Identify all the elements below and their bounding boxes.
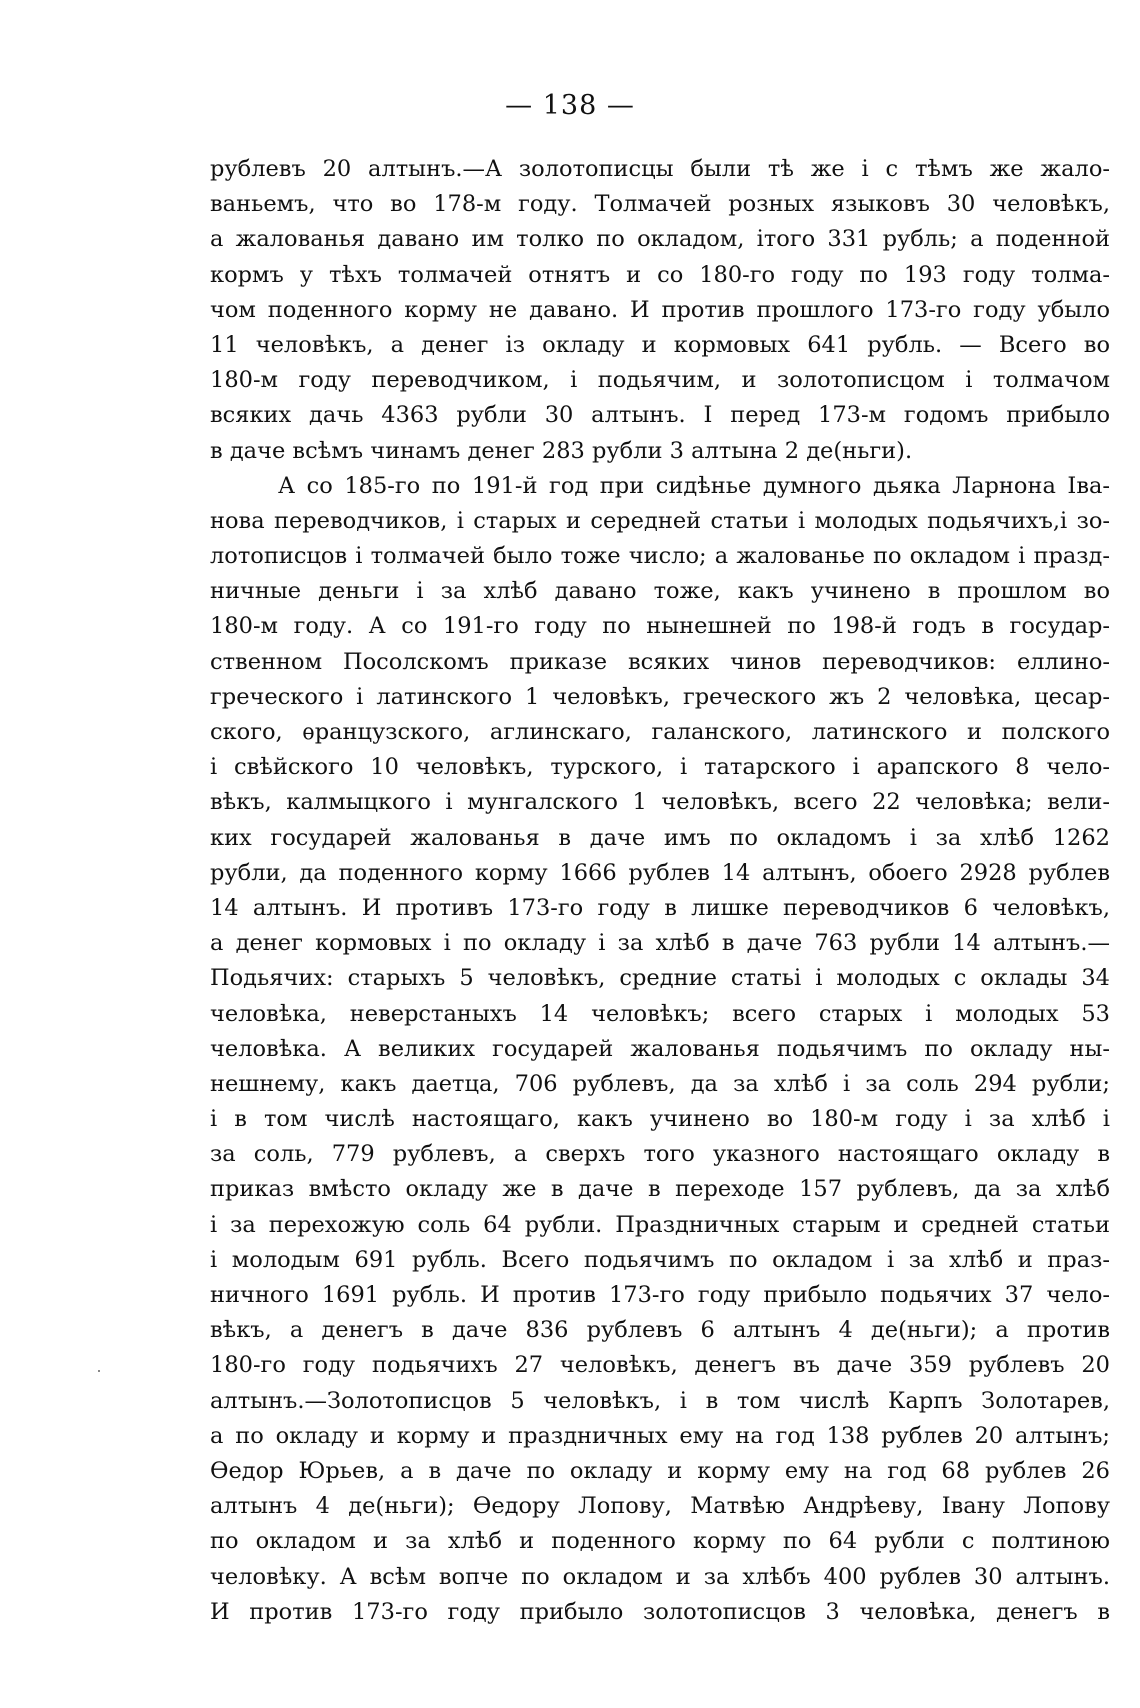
text-line: Ѳедор Юрьев, а в даче по окладу и корму ему на год 68 рублев 26 (210, 1457, 1110, 1484)
text-line: приказ вмѣсто окладу же в даче в переходе 157 рублевъ, да за хлѣб (210, 1176, 1110, 1203)
text-line: а жалованья давано им толко по окладом, ітого 331 рубль; а поденной (210, 226, 1110, 253)
text-line: 11 человѣкъ, а денег із окладу и кормовых 641 рубль. — Всего во (210, 331, 1110, 358)
text-line: кормъ у тѣхъ толмачей отнятъ и со 180-го году по 193 году толма- (210, 261, 1110, 288)
text-line: а денег кормовых і по окладу і за хлѣб в даче 763 рубли 14 алтынъ.— (210, 930, 1110, 957)
text-line: чом поденного корму не давано. И против прошлого 173-го году убыло (210, 296, 1110, 323)
text-line: а по окладу и корму и праздничных ему на год 138 рублев 20 алтынъ; (210, 1422, 1110, 1449)
text-line: Подьячих: старыхъ 5 человѣкъ, средние статьі і молодых с оклады 34 (210, 965, 1110, 992)
text-line: ких государей жалованья в даче имъ по окладомъ і за хлѣб 1262 (210, 824, 1110, 851)
text-line: за соль, 779 рублевъ, а сверхъ того указного настоящаго окладу в (210, 1141, 1110, 1168)
scan-speck (98, 1370, 100, 1372)
text-line: ваньемъ, что во 178-м году. Толмачей розных языковъ 30 человѣкъ, (210, 191, 1110, 218)
text-line: 180-го году подьячихъ 27 человѣкъ, денегъ въ даче 359 рублевъ 20 (210, 1352, 1110, 1379)
text-line: алтынъ 4 де(ньги); Ѳедору Лопову, Матвѣю Андрѣеву, Івану Лопову (210, 1493, 1110, 1520)
text-line: рубли, да поденного корму 1666 рублев 14 алтынъ, обоего 2928 рублев (210, 859, 1110, 886)
text-line: человѣка, неверстаныхъ 14 человѣкъ; всего старых і молодых 53 (210, 1000, 1110, 1027)
text-line: і в том числѣ настоящаго, какъ учинено во 180-м году і за хлѣб і (210, 1106, 1110, 1133)
text-line: і за перехожую соль 64 рубли. Праздничных старым и средней статьи (210, 1211, 1110, 1238)
text-line: 180-м году. А со 191-го году по нынешней по 198-й годъ в государ- (210, 613, 1110, 640)
text-line: человѣку. А всѣм вопче по окладом и за хлѣбъ 400 рублев 30 алтынъ. (210, 1563, 1110, 1590)
text-line: і свѣйского 10 человѣкъ, турского, і татарского і арапского 8 чело- (210, 754, 1110, 781)
paragraph-start-line: А со 185-го по 191-й год при сидѣнье думного дьяка Ларнона Іва- (278, 472, 1110, 499)
text-line: алтынъ.—Золотописцов 5 человѣкъ, і в том числѣ Карпъ Золотарев, (210, 1387, 1110, 1414)
text-line: нешнему, какъ даетца, 706 рублевъ, да за хлѣб і за соль 294 рубли; (210, 1070, 1110, 1097)
text-line: і молодым 691 рубль. Всего подьячимъ по окладом і за хлѣб и праз- (210, 1246, 1110, 1273)
text-line: рублевъ 20 алтынъ.—А золотописцы были тѣ же і с тѣмъ же жало- (210, 156, 1110, 182)
text-line: в даче всѣмъ чинамъ денег 283 рубли 3 алтына 2 де(ньги). (210, 437, 913, 464)
text-line: И против 173-го году прибыло золотописцов 3 человѣка, денегъ в (210, 1598, 1110, 1625)
text-line: ственном Посолскомъ приказе всяких чинов переводчиков: еллино- (210, 648, 1110, 675)
text-line: ничные деньги і за хлѣб давано тоже, какъ учинено в прошлом во (210, 578, 1110, 605)
body-text (210, 152, 1110, 1630)
text-line: вѣкъ, калмыцкого і мунгалского 1 человѣкъ, всего 22 человѣка; вели- (210, 789, 1110, 816)
text-line: греческого і латинского 1 человѣкъ, греческого жъ 2 человѣка, цесар- (210, 683, 1110, 710)
text-line: 180-м году переводчиком, і подьячим, и золотописцом і толмачом (210, 367, 1110, 394)
text-line: нова переводчиков, і старых и середней статьи і молодых подьячихъ,і зо- (210, 507, 1110, 534)
text-line: человѣка. А великих государей жалованья подьячимъ по окладу ны- (210, 1035, 1110, 1062)
text-line: вѣкъ, а денегъ в даче 836 рублевъ 6 алтынъ 4 де(ньги); а против (210, 1317, 1110, 1344)
text-line: ничного 1691 рубль. И против 173-го году прибыло подьячих 37 чело- (210, 1282, 1110, 1308)
text-line: всяких дачь 4363 рубли 30 алтынъ. І перед 173-м годомъ прибыло (210, 402, 1110, 429)
text-line: по окладом и за хлѣб и поденного корму по 64 рубли с полтиною (210, 1528, 1110, 1555)
text-line: лотописцов і толмачей было тоже число; а жалованье по окладом і празд- (210, 543, 1110, 570)
text-line: ского, ѳранцузского, аглинскаго, галанского, латинского и полского (210, 719, 1110, 745)
text-line: 14 алтынъ. И противъ 173-го году в лишке переводчиков 6 человѣкъ, (210, 894, 1110, 921)
page-number: — 138 — (505, 90, 635, 121)
